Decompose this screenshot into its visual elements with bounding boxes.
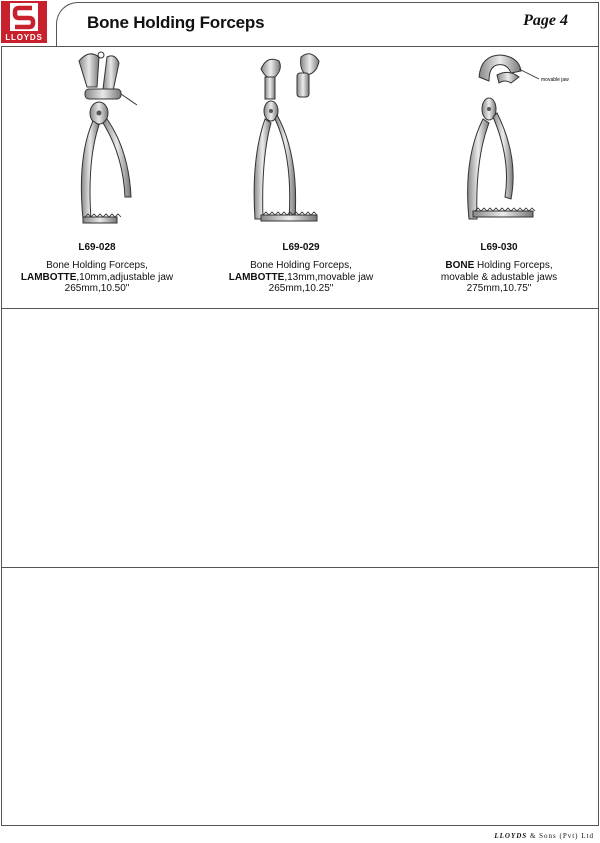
desc-line xyxy=(404,260,594,272)
catalog-grid xyxy=(1,46,599,826)
forceps-illustration xyxy=(37,47,157,239)
product-card xyxy=(404,47,594,295)
page-title: Bone Holding Forceps xyxy=(87,13,265,32)
desc-line xyxy=(206,272,396,284)
desc-bold: LAMBOTTE xyxy=(228,271,285,283)
row-divider xyxy=(2,308,598,309)
desc-rest: ,10mm,adjustable jaw xyxy=(76,271,174,283)
desc-line: Bone Holding Forceps, xyxy=(250,260,352,271)
product-code: L69-029 xyxy=(282,242,320,253)
product-description xyxy=(404,260,594,295)
product-code: L69-028 xyxy=(78,242,116,253)
desc-line: movable & adustable jaws xyxy=(440,271,558,283)
desc-line: 265mm,10.50" xyxy=(64,283,130,294)
footer-rest: & Sons (Pvt) Ltd xyxy=(527,832,594,840)
product-card xyxy=(206,47,396,295)
desc-rest: Holding Forceps, xyxy=(474,260,553,271)
product-description xyxy=(206,260,396,295)
forceps-illustration xyxy=(241,47,361,239)
footer-brand: LLOYDS xyxy=(494,832,528,840)
desc-line: 265mm,10.25" xyxy=(268,283,334,294)
page-number: Page 4 xyxy=(523,12,568,29)
product-card xyxy=(2,47,192,295)
lloyds-logo xyxy=(1,1,47,43)
product-description xyxy=(2,260,192,295)
row-divider xyxy=(2,567,598,568)
desc-line: 275mm,10.75" xyxy=(466,283,532,294)
forceps-illustration xyxy=(429,47,569,239)
desc-bold: LAMBOTTE xyxy=(20,271,77,283)
desc-bold: BONE xyxy=(445,260,475,271)
desc-line: Bone Holding Forceps, xyxy=(46,260,148,271)
desc-rest: ,13mm,movable jaw xyxy=(284,271,374,283)
jaw-callout: movable jaw xyxy=(541,77,569,83)
product-code: L69-030 xyxy=(480,242,518,253)
desc-line xyxy=(2,272,192,284)
footer-company xyxy=(494,832,594,840)
s-emblem xyxy=(10,3,38,31)
logo-wordmark: LLOYDS xyxy=(5,33,43,42)
